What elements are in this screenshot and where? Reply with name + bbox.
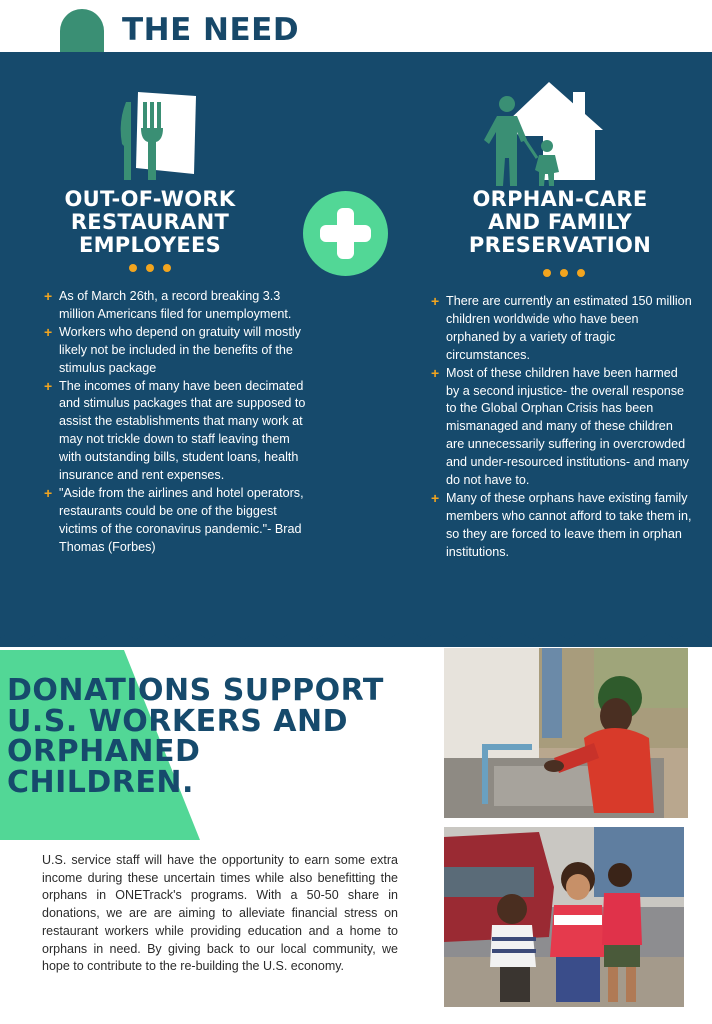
page-header <box>0 0 712 52</box>
list-item: + As of March 26th, a record breaking 3.3 million Americans filed for unemployment. <box>44 288 306 324</box>
page-title: THE NEED <box>122 12 300 48</box>
list-item: + The incomes of many have been decimated and stimulus packages that are supposed to assist the establishments that many work at may not trickle down to staff leaving them with outstanding bills, student loans, health insurance and rent expenses. <box>44 378 306 485</box>
header-badge-shape <box>60 9 104 57</box>
list-item: + Workers who depend on gratuity will mostly likely not be included in the benefits of the stimulus package <box>44 324 306 378</box>
wave-divider <box>0 612 712 652</box>
list-item: + "Aside from the airlines and hotel operators, restaurants could be one of the biggest victims of the coronavirus pandemic."- Brad Thomas (Forbes) <box>44 485 306 557</box>
family-home-icon <box>483 80 607 190</box>
donations-heading: DONATIONS SUPPORT U.S. WORKERS AND ORPHANED CHILDREN. <box>7 673 384 800</box>
right-ornament-dots <box>543 269 594 277</box>
orphan-bullet-list <box>431 293 693 562</box>
donations-body-text: U.S. service staff will have the opportunity to earn some extra income during these uncertain times while also benefitting the orphans in ONETrack's programs. With a 50-50 share in donations, we are are aiming to alleviate financial stress on restaurant workers while providing education and a home to orphans in need. By giving back to our local community, we hope to contribute to the re-building the U.S. economy. <box>42 853 398 974</box>
list-item: + Many of these orphans have existing family members who cannot afford to take them in, so they are forced to leave them in orphan institutions. <box>431 490 693 562</box>
orphan-care-title: ORPHAN-CARE AND FAMILY PRESERVATION <box>468 187 652 257</box>
photo-children <box>444 827 684 1007</box>
restaurant-bullet-list <box>44 288 306 557</box>
left-ornament-dots <box>129 264 180 272</box>
restaurant-employees-title: OUT-OF-WORK RESTAURANT EMPLOYEES <box>64 187 236 257</box>
plus-icon <box>303 191 388 276</box>
list-item: + Most of these children have been harmed by a second injustice- the overall response to the Global Orphan Crisis has been mismanaged and many of these children are unnecessarily suffering in overcrowded and under-resourced institutions- and many do not have to. <box>431 365 693 490</box>
restaurant-utensils-icon <box>112 88 204 184</box>
photo-woman-washing <box>444 648 688 818</box>
list-item: + There are currently an estimated 150 million children worldwide who have been orphaned by a variety of tragic circumstances. <box>431 293 693 365</box>
